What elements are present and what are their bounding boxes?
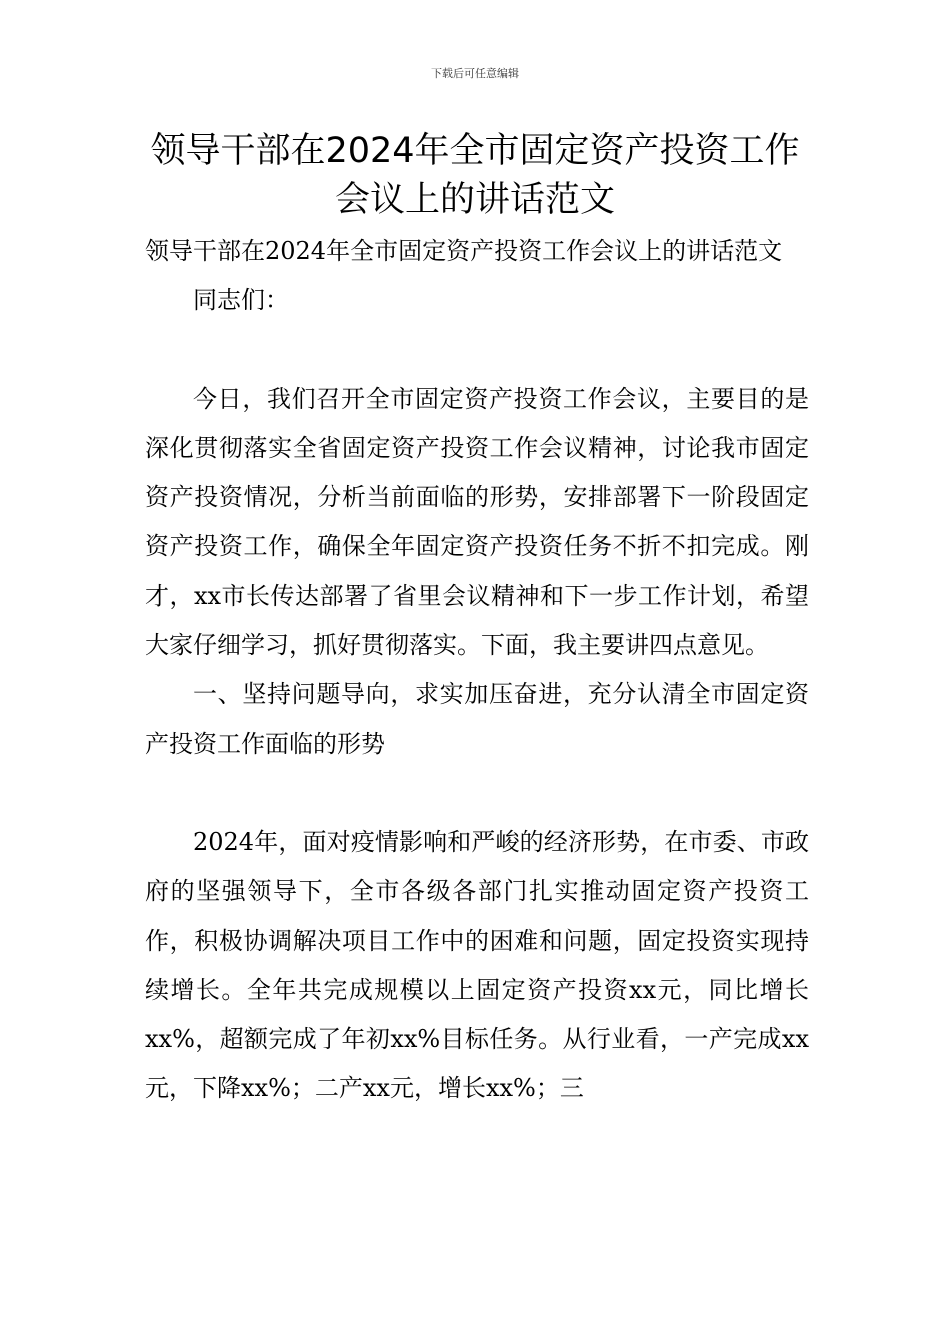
salutation-paragraph: 同志们： [193,286,289,315]
document-subtitle: 领导干部在2024年全市固定资产投资工作会议上的讲话范文 [145,237,783,265]
document-title: 领导干部在2024年全市固定资产投资工作会议上的讲话范文 [150,131,800,220]
body-paragraph: 2024年，面对疫情影响和严峻的经济形势，在市委、市政府的坚强领导下，全市各级各部门扎实推动固定资产投资工作，积极协调解决项目工作中的困难和问题，固定投资实现持续增长。全年共完成规模以上固定资产投资xx元，同比增长xx%，超额完成了年初xx%目标任务。从行业看，一产完成xx元，下降xx%；二产xx元，增长xx%；三 [145,827,809,1103]
intro-paragraph: 今日，我们召开全市固定资产投资工作会议，主要目的是深化贯彻落实全省固定资产投资工作会议精神，讨论我市固定资产投资情况，分析当前面临的形势，安排部署下一阶段固定资产投资工作，确保全年固定资产投资任务不折不扣完成。刚才，xx市长传达部署了省里会议精神和下一步工作计划，希望大家仔细学习，抓好贯彻落实。下面，我主要讲四点意见。 [145,384,809,660]
document-body [145,227,809,1114]
section-heading-1: 一、坚持问题导向，求实加压奋进，充分认清全市固定资产投资工作面临的形势 [145,680,809,758]
header-note: 下载后可任意编辑 [431,67,519,80]
